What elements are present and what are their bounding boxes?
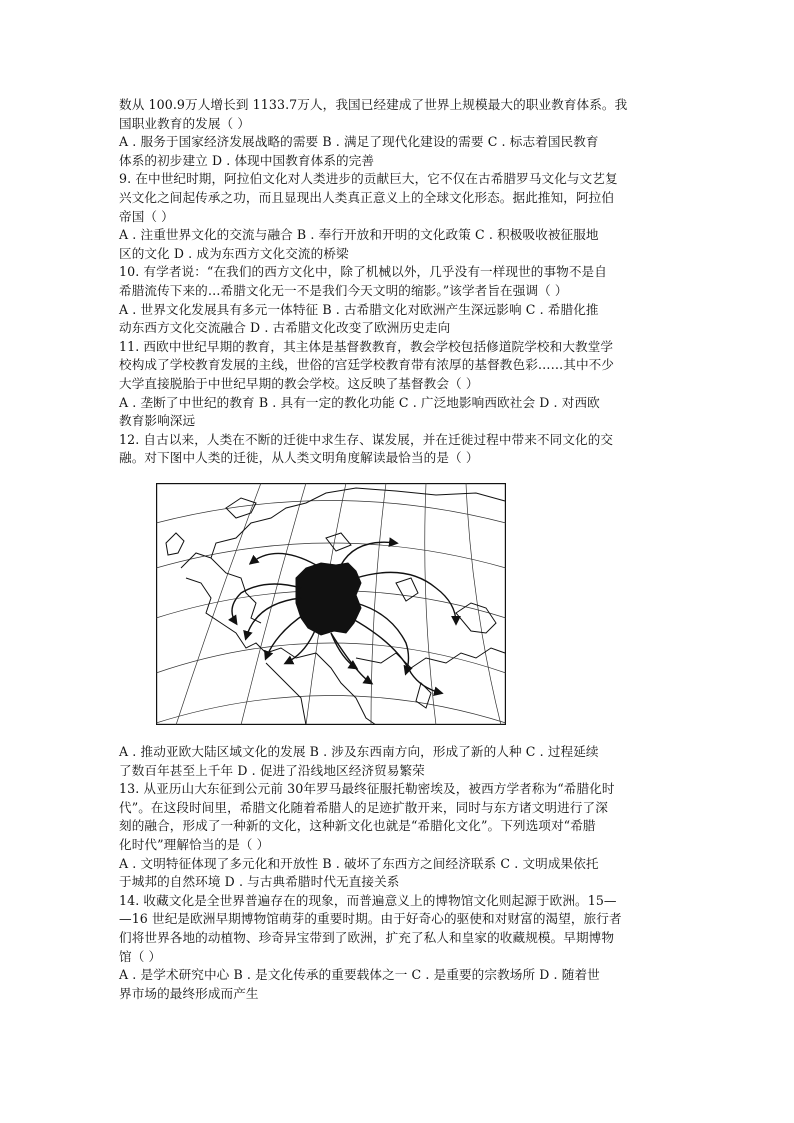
text-line: 教育影响深远 — [119, 413, 196, 429]
text-line: 区的文化 D . 成为东西方文化交流的桥梁 — [119, 245, 349, 261]
text-line: A . 推动亚欧大陆区域文化的发展 B . 涉及东西南方向，形成了新的人种 C . 过程延续 — [119, 744, 599, 759]
migration-map — [156, 483, 506, 725]
text-line: 了数百年甚至上千年 D . 促进了沿线地区经济贸易繁荣 — [119, 762, 425, 778]
text-line: 代”。在这段时间里，希腊文化随着希腊人的足迹扩散开来，同时与东方诸文明进行了深 — [119, 799, 608, 815]
text-line: 国职业教育的发展（ ） — [119, 115, 251, 131]
text-line: 兴文化之间起传承之功，而且显现出人类真正意义上的全球文化形态。据此推知，阿拉伯 — [119, 189, 615, 205]
question-text-upper — [119, 96, 679, 468]
text-line: A . 世界文化发展具有多元一体特征 B . 古希腊文化对欧洲产生深远影响 C . 希腊化推 — [119, 301, 599, 317]
text-line: 校构成了学校教育发展的主线，世俗的宫廷学校教育带有浓厚的基督教色彩……其中不少 — [119, 357, 615, 373]
text-line: 于城邦的自然环境 D . 与古典希腊时代无直接关系 — [119, 874, 400, 890]
text-line: 们将世界各地的动植物、珍奇异宝带到了欧洲，扩充了私人和皇家的收藏规模。早期博物 — [119, 929, 615, 945]
text-line: A . 服务于国家经济发展战略的需要 B . 满足了现代化建设的需要 C . 标志着国民教育 — [119, 134, 599, 150]
text-line: 9. 在中世纪时期，阿拉伯文化对人类进步的贡献巨大，它不仅在古希腊罗马文化与文艺复 — [119, 171, 618, 187]
text-line: 11. 西欧中世纪早期的教育，其主体是基督教教育，教会学校包括修道院学校和大教堂学 — [119, 338, 614, 354]
text-line: 馆（ ） — [119, 948, 162, 964]
text-line: 融。对下图中人类的迁徙，从人类文明角度解读最恰当的是（ ） — [119, 450, 479, 466]
text-line: 刻的融合，形成了一种新的文化，这种新文化也就是“希腊化文化”。下列选项对“希腊 — [119, 818, 596, 834]
text-line: 14. 收藏文化是全世界普遍存在的现象，而普遍意义上的博物馆文化则起源于欧洲。15— — [119, 892, 617, 908]
text-line: 12. 自古以来，人类在不断的迁徙中求生存、谋发展，并在迁徙过程中带来不同文化的交 — [119, 431, 614, 447]
text-line: A . 是学术研究中心 B . 是文化传承的重要载体之一 C . 是重要的宗教场所 D . 随着世 — [119, 967, 600, 983]
text-line: A . 垄断了中世纪的教育 B . 具有一定的教化功能 C . 广泛地影响西欧社会 D . 对西欧 — [119, 394, 600, 410]
text-line: 帝国（ ） — [119, 208, 174, 224]
text-line: 希腊流传下来的…希腊文化无一不是我们今天文明的缩影。”该学者旨在强调（ ） — [119, 282, 568, 298]
text-line: 化时代”理解恰当的是（ ） — [119, 836, 270, 852]
question-text-lower — [119, 743, 679, 1003]
text-line: 界市场的最终形成而产生 — [119, 985, 259, 1001]
homeland-region — [296, 563, 361, 635]
text-line: —16 世纪是欧洲早期博物馆萌芽的重要时期。由于好奇心的驱使和对财富的渴望，旅行者 — [119, 911, 622, 927]
text-line: 13. 从亚历山大东征到公元前 30年罗马最终征服托勒密埃及，被西方学者称为“希腊化时 — [119, 781, 615, 797]
text-line: A . 文明特征体现了多元化和开放性 B . 破坏了东西方之间经济联系 C . 文明成果依托 — [119, 855, 599, 871]
text-line: 体系的初步建立 D . 体现中国教育体系的完善 — [119, 152, 375, 168]
text-line: A . 注重世界文化的交流与融合 B . 奉行开放和开明的文化政策 C . 积极吸收被征服地 — [119, 227, 599, 243]
text-line: 10. 有学者说：“在我们的西方文化中，除了机械以外，几乎没有一样现世的事物不是自 — [119, 264, 607, 280]
text-line: 大学直接脱胎于中世纪早期的教会学校。这反映了基督教会（ ） — [119, 375, 479, 391]
text-line: 数从 100.9万人增长到 1133.7万人，我国已经建成了世界上规模最大的职业教育体系。我 — [119, 97, 628, 112]
text-line: 动东西方文化交流融合 D . 古希腊文化改变了欧洲历史走向 — [119, 320, 451, 336]
